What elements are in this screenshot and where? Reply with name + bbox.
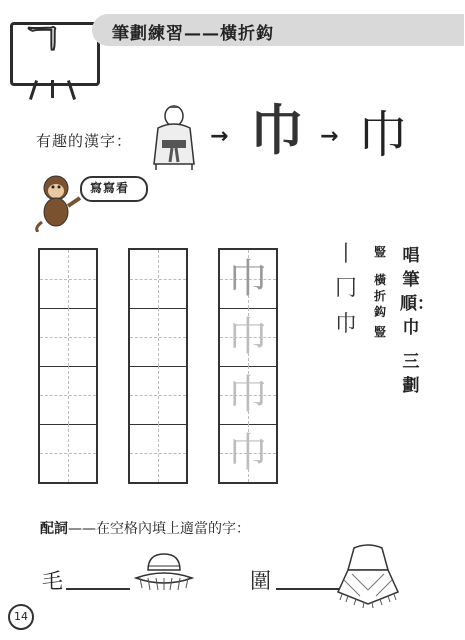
easel-leg: [51, 80, 54, 98]
trace-char: 巾: [228, 256, 268, 302]
stroke-step: 丨: [335, 242, 358, 267]
stroke-name: 橫折鈎: [373, 273, 386, 319]
practice-cell[interactable]: [130, 250, 186, 309]
stroke-step: 巾: [335, 312, 358, 337]
stroke-badge-glyph: ㄱ: [20, 12, 65, 66]
word-item: 圍: [250, 569, 271, 593]
monkey-mascot-illustration: [34, 172, 84, 232]
word-heading-bold: 配詞: [40, 521, 68, 537]
practice-grid-trace: [218, 248, 278, 484]
practice-cell[interactable]: [130, 366, 186, 425]
trace-char: 巾: [228, 372, 268, 418]
arrow-icon: →: [210, 124, 229, 149]
page-number: 14: [8, 604, 34, 630]
practice-grid-blank-2: [128, 248, 188, 484]
stroke-order-heading: 唱筆順：巾: [400, 246, 434, 338]
arrow-icon: →: [320, 124, 339, 149]
practice-grid-blank-1: [38, 248, 98, 484]
scarf-illustration: [336, 540, 400, 608]
modern-glyph: 巾: [358, 106, 408, 164]
answer-blank[interactable]: [276, 588, 340, 590]
speech-bubble-text: 寫寫看: [90, 181, 130, 195]
hat-illustration: [134, 548, 194, 600]
fun-character-label: 有趣的漢字：: [36, 132, 133, 150]
practice-cell[interactable]: [130, 308, 186, 367]
practice-cell[interactable]: [130, 424, 186, 482]
stroke-name: 豎: [373, 245, 386, 259]
practice-cell[interactable]: [40, 308, 96, 367]
ancient-man-illustration: [148, 104, 200, 170]
page-title: 筆劃練習——橫折鈎: [112, 24, 274, 44]
word-section-heading: [40, 518, 250, 538]
practice-cell[interactable]: [40, 250, 96, 309]
word-heading-rest: ——在空格內填上適當的字：: [68, 521, 250, 537]
stroke-step: 冂: [335, 276, 358, 301]
practice-cell[interactable]: [40, 366, 96, 425]
trace-char: 巾: [228, 314, 268, 360]
stroke-name: 豎: [373, 325, 386, 339]
answer-blank[interactable]: [66, 588, 130, 590]
trace-char: 巾: [228, 430, 268, 476]
ancient-glyph: 巾: [250, 99, 304, 162]
stroke-count: 三劃: [402, 352, 420, 396]
practice-cell[interactable]: [40, 424, 96, 482]
word-item: 毛: [42, 569, 63, 593]
